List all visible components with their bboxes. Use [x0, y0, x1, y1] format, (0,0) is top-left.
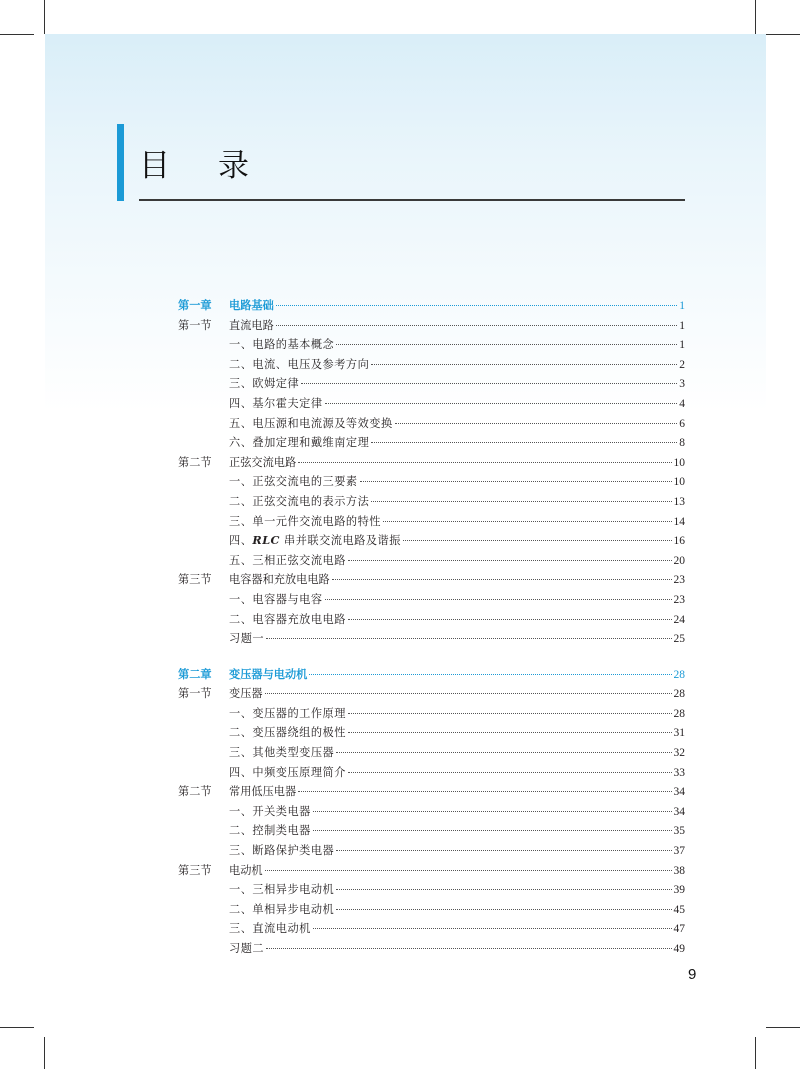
- toc-item[interactable]: [178, 414, 685, 434]
- toc-number: 第二章: [178, 667, 212, 681]
- toc-label-suffix: 串并联交流电路及谐振: [279, 534, 401, 548]
- toc-leader-dots: [332, 579, 672, 580]
- toc-leader-dots: [371, 442, 677, 443]
- toc-item[interactable]: [178, 880, 685, 900]
- toc-page-number: 2: [679, 358, 685, 371]
- toc-page-number: 39: [673, 884, 685, 897]
- toc-label: 四、基尔霍夫定律: [229, 396, 323, 410]
- toc-number: 第二节: [178, 455, 212, 469]
- toc-item[interactable]: [178, 590, 685, 610]
- toc-item[interactable]: [178, 939, 685, 959]
- toc-item[interactable]: [178, 512, 685, 532]
- toc-page-number: 34: [673, 786, 685, 799]
- toc-label: 一、开关类电器: [229, 804, 311, 818]
- toc-leader-dots: [325, 599, 672, 600]
- toc-leader-dots: [309, 674, 671, 675]
- title-underline: [139, 199, 685, 201]
- toc-leader-dots: [325, 403, 678, 404]
- toc-page-number: 10: [673, 476, 685, 489]
- toc-label: 习题二: [229, 942, 265, 955]
- toc-section[interactable]: [178, 782, 685, 802]
- toc-label-prefix: 四、: [229, 534, 253, 548]
- toc-item[interactable]: [178, 919, 685, 939]
- toc-item[interactable]: [178, 723, 685, 743]
- toc-leader-dots: [298, 462, 671, 463]
- crop-mark: [44, 1037, 45, 1069]
- toc-label: 三、直流电动机: [229, 922, 311, 936]
- toc-leader-dots: [298, 791, 671, 792]
- toc-page-number: 10: [673, 456, 685, 469]
- toc-item[interactable]: [178, 763, 685, 783]
- toc-page-number: 1: [679, 339, 685, 352]
- toc-leader-dots: [313, 811, 672, 812]
- toc-item[interactable]: [178, 394, 685, 414]
- toc-leader-dots: [336, 344, 677, 345]
- toc-leader-dots: [265, 693, 672, 694]
- crop-mark: [44, 0, 45, 34]
- toc-label: 正弦交流电路: [229, 455, 297, 469]
- crop-mark: [766, 34, 800, 35]
- toc-label: 一、三相异步电动机: [229, 883, 335, 897]
- toc-label: 三、其他类型变压器: [229, 746, 335, 760]
- toc-leader-dots: [383, 521, 672, 522]
- toc-item[interactable]: [178, 610, 685, 630]
- toc-spacer: [178, 649, 685, 665]
- toc-leader-dots: [336, 752, 671, 753]
- toc-item[interactable]: [178, 531, 685, 551]
- toc-number: 第三节: [178, 573, 212, 587]
- toc-label: 直流电路: [229, 318, 274, 332]
- toc-number: 第二节: [178, 785, 212, 799]
- toc-label: 电动机: [229, 863, 263, 877]
- title-accent-bar: [117, 124, 124, 201]
- toc-leader-dots: [348, 713, 672, 714]
- toc-page-number: 14: [673, 515, 685, 528]
- toc-label: 三、单一元件交流电路的特性: [229, 514, 381, 528]
- toc-label: 三、欧姆定律: [229, 377, 300, 391]
- toc-item[interactable]: [178, 802, 685, 822]
- toc-leader-dots: [301, 383, 677, 384]
- toc-item[interactable]: [178, 335, 685, 355]
- toc-item[interactable]: [178, 841, 685, 861]
- toc-leader-dots: [371, 364, 677, 365]
- toc-label: 二、电容器充放电电路: [229, 612, 346, 626]
- toc-page-number: 35: [673, 825, 685, 838]
- toc-leader-dots: [348, 560, 672, 561]
- toc-leader-dots: [336, 889, 671, 890]
- toc-leader-dots: [266, 638, 671, 639]
- toc-label: 五、三相正弦交流电路: [229, 553, 346, 567]
- toc-leader-dots: [348, 772, 672, 773]
- toc-page-number: 25: [673, 633, 685, 646]
- toc-label: 四、中频变压原理简介: [229, 765, 346, 779]
- toc-leader-dots: [360, 481, 672, 482]
- toc-page-number: 37: [673, 845, 685, 858]
- toc-leader-dots: [313, 830, 672, 831]
- toc-page-number: 20: [673, 554, 685, 567]
- toc-page-number: 47: [673, 923, 685, 936]
- crop-mark: [755, 0, 756, 34]
- toc-page-number: 3: [679, 378, 685, 391]
- toc-number: 第三节: [178, 863, 212, 877]
- toc-item[interactable]: [178, 551, 685, 571]
- toc-section[interactable]: [178, 316, 685, 336]
- title-char: 目: [139, 148, 218, 184]
- toc-item[interactable]: [178, 433, 685, 453]
- toc-label: 二、电流、电压及参考方向: [229, 357, 370, 371]
- toc-section[interactable]: [178, 684, 685, 704]
- toc-label: 常用低压电器: [229, 785, 297, 799]
- toc-page-number: 28: [673, 668, 685, 681]
- toc-item[interactable]: [178, 629, 685, 649]
- toc-page-number: 13: [673, 495, 685, 508]
- toc-leader-dots: [276, 305, 677, 306]
- toc-page-number: 33: [673, 766, 685, 779]
- toc-page-number: 4: [679, 397, 685, 410]
- toc-leader-dots: [265, 870, 672, 871]
- crop-mark: [0, 34, 34, 35]
- toc-number: 第一节: [178, 318, 212, 332]
- toc-leader-dots: [371, 501, 671, 502]
- toc-page-number: 23: [673, 593, 685, 606]
- toc-label: 变压器与电动机: [229, 667, 308, 681]
- crop-mark: [755, 1037, 756, 1069]
- toc-page-number: 28: [673, 707, 685, 720]
- table-of-contents: [178, 296, 685, 959]
- page-title: [139, 146, 297, 186]
- toc-item[interactable]: [178, 355, 685, 375]
- toc-label: 二、单相异步电动机: [229, 902, 335, 916]
- toc-chapter[interactable]: [178, 665, 685, 685]
- toc-label: 一、正弦交流电的三要素: [229, 475, 358, 489]
- toc-label: 六、叠加定理和戴维南定理: [229, 436, 370, 450]
- toc-item[interactable]: [178, 704, 685, 724]
- toc-page-number: 1: [679, 300, 685, 312]
- toc-page-number: 6: [679, 417, 685, 430]
- toc-page-number: 38: [673, 864, 685, 877]
- toc-page-number: 45: [673, 903, 685, 916]
- toc-label: 变压器: [229, 687, 263, 701]
- toc-item[interactable]: [178, 821, 685, 841]
- toc-label: [229, 531, 401, 551]
- toc-item[interactable]: [178, 743, 685, 763]
- toc-label: 三、断路保护类电器: [229, 844, 335, 858]
- toc-page-number: 31: [673, 727, 685, 740]
- toc-page-number: 1: [679, 319, 685, 332]
- toc-chapter[interactable]: [178, 296, 685, 316]
- toc-label: 电容器和充放电电路: [229, 573, 330, 587]
- toc-leader-dots: [336, 909, 671, 910]
- toc-item[interactable]: [178, 472, 685, 492]
- crop-mark: [0, 1027, 34, 1028]
- toc-page-number: 23: [673, 574, 685, 587]
- toc-page-number: 49: [673, 943, 685, 955]
- toc-label-italic: RLC: [252, 533, 280, 548]
- toc-page-number: 34: [673, 805, 685, 818]
- toc-leader-dots: [266, 948, 671, 949]
- toc-section[interactable]: [178, 453, 685, 473]
- toc-number: 第一节: [178, 687, 212, 701]
- toc-label: 一、电容器与电容: [229, 592, 323, 606]
- toc-leader-dots: [395, 423, 678, 424]
- toc-number: 第一章: [178, 299, 212, 312]
- toc-item[interactable]: [178, 374, 685, 394]
- toc-label: 一、变压器的工作原理: [229, 706, 346, 720]
- crop-mark: [766, 1027, 800, 1028]
- toc-label: 电路基础: [229, 299, 274, 312]
- toc-label: 二、正弦交流电的表示方法: [229, 494, 370, 508]
- toc-leader-dots: [336, 850, 671, 851]
- title-char: 录: [218, 148, 297, 184]
- toc-label: 一、电路的基本概念: [229, 338, 335, 352]
- toc-leader-dots: [276, 325, 677, 326]
- toc-label: 习题一: [229, 632, 265, 646]
- toc-item[interactable]: [178, 900, 685, 920]
- toc-page-number: 16: [673, 535, 685, 548]
- toc-leader-dots: [348, 619, 672, 620]
- toc-label: 二、控制类电器: [229, 824, 311, 838]
- toc-leader-dots: [313, 928, 672, 929]
- toc-leader-dots: [403, 540, 672, 541]
- toc-label: 二、变压器绕组的极性: [229, 726, 346, 740]
- toc-page-number: 24: [673, 613, 685, 626]
- toc-leader-dots: [348, 732, 672, 733]
- toc-page-number: 32: [673, 747, 685, 760]
- toc-label: 五、电压源和电流源及等效变换: [229, 416, 393, 430]
- toc-section[interactable]: [178, 861, 685, 881]
- toc-section[interactable]: [178, 570, 685, 590]
- toc-item[interactable]: [178, 492, 685, 512]
- toc-page-number: 8: [679, 437, 685, 450]
- page-number: 9: [688, 966, 697, 983]
- toc-page-number: 28: [673, 688, 685, 701]
